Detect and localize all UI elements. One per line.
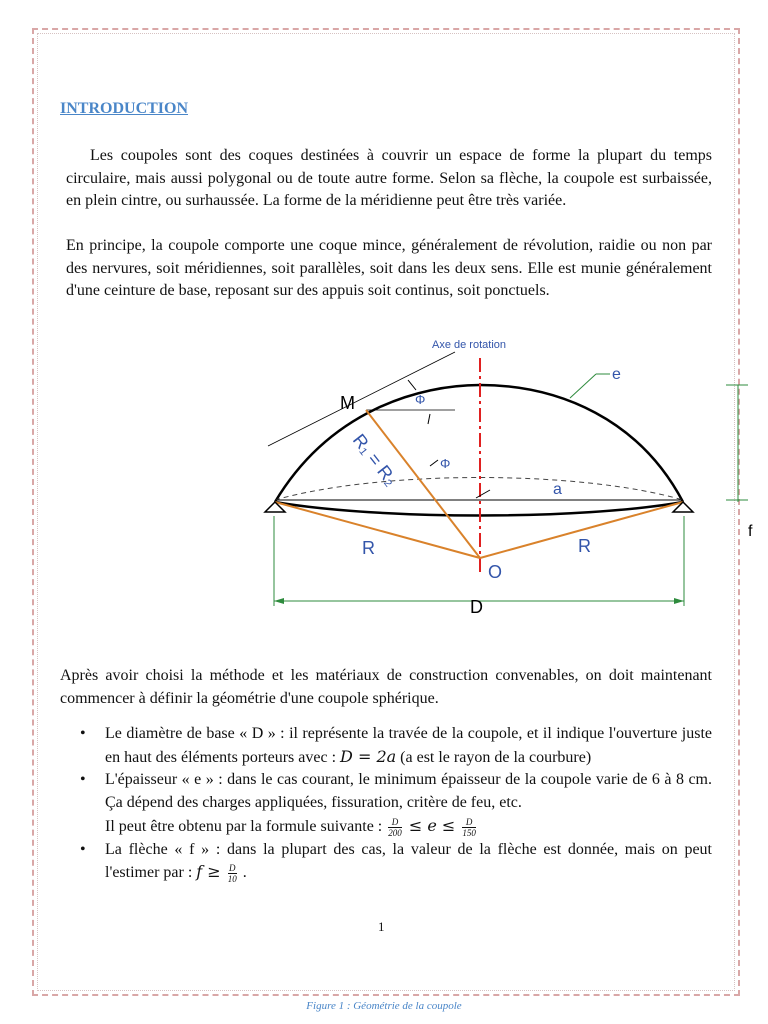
fraction-D-10: $\frac{D}{10}$: [227, 863, 237, 885]
geometry-list: [60, 723, 712, 885]
label-f: f: [748, 523, 753, 540]
fraction-D-200: $\frac{D}{200}$: [388, 816, 402, 838]
dome-geometry-figure: [0, 330, 768, 630]
formula-D: D = 2a: [340, 746, 397, 766]
figure-caption: Figure 1 : Géométrie de la coupole: [306, 1000, 462, 1012]
label-phi-mid: Φ: [440, 456, 451, 471]
label-R-right: R: [578, 536, 591, 556]
label-phi-top: Φ: [415, 392, 426, 407]
intro-paragraph-3: Après avoir choisi la méthode et les matériaux de construction convenables, on doit maintenant commencer à définir la géométrie d'une coupole sphérique.: [60, 667, 712, 707]
fraction-D-150: $\frac{D}{150}$: [462, 816, 476, 838]
label-R12: R₁ = R₂: [348, 430, 402, 490]
label-R-left: R: [362, 538, 375, 558]
label-O: O: [488, 562, 503, 582]
label-D: D: [470, 597, 483, 617]
label-a: a: [553, 481, 562, 498]
intro-paragraph-2: En principe, la coupole comporte une coque mince, généralement de révolution, raidie ou non par des nervures, soit méridiennes, soit parallèles, soit dans les deux sens. Elle est munie généralement d'une ceinture de base, reposant sur des appuis soit continus, soit ponctuels.: [66, 237, 712, 300]
label-e: e: [612, 366, 621, 383]
page-number: 1: [378, 919, 385, 934]
formula-f: f ≥: [196, 862, 226, 882]
list-item-diameter: • Le diamètre de base « D » : il représente la travée de la coupole, et il indique l'ouverture juste en haut des éléments porteurs avec : D = 2a (a est le rayon de la courbure): [60, 723, 712, 769]
label-M: M: [340, 393, 355, 413]
intro-paragraph-1: Les coupoles sont des coques destinées à couvrir un espace de forme la plupart du temps circulaire, mais aussi polygonal ou de toute autre forme. Selon sa flèche, la coupole est surbaissée, en plein cintre, ou surhaussée. La forme de la méridienne peut être très variée.: [66, 147, 712, 210]
list-item-thickness: • L'épaisseur « e » : dans le cas courant, le minimum épaisseur de la coupole varie de 6 à 8 cm. Ça dépend des charges appliquées, fissuration, critère de feu, etc. Il peut être obtenu par la formule suivante : $\frac{D}{200}$ ≤ e ≤ $\frac{D}{150}$: [60, 769, 712, 838]
list-item-rise: • La flèche « f » : dans la plupart des cas, la valeur de la flèche est donnée, mais on peut l'estimer par : f ≥ $\frac{D}{10}$ .: [60, 839, 712, 885]
section-heading: INTRODUCTION: [60, 100, 189, 117]
axis-label: Axe de rotation: [432, 339, 506, 351]
radius-left: [275, 502, 480, 558]
